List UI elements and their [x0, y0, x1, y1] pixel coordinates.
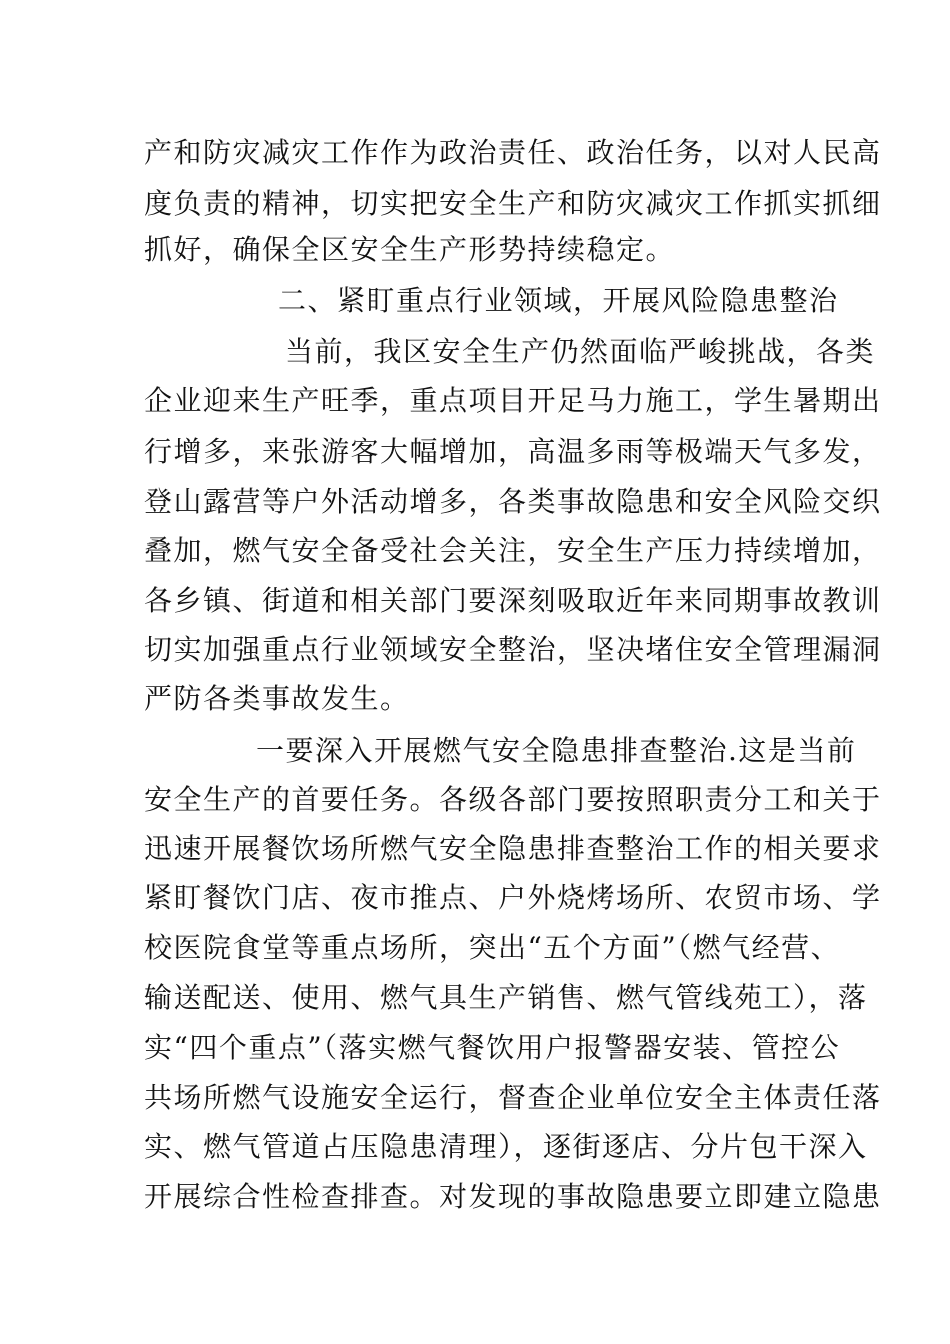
- paragraph-line: 共场所燃气设施安全运行，督查企业单位安全主体责任落: [144, 1081, 882, 1114]
- paragraph-line: 登山露营等户外活动增多，各类事故隐患和安全风险交织: [144, 485, 882, 518]
- paragraph-line: 安全生产的首要任务。各级各部门要按照职责分工和关于: [144, 783, 882, 816]
- section-heading: 二、紧盯重点行业领域，开展风险隐患整治: [278, 284, 839, 317]
- paragraph-line: 实“四个重点”（落实燃气餐饮用户报警器安装、管控公: [144, 1031, 841, 1064]
- paragraph-line: 行增多，来张游客大幅增加，高温多雨等极端天气多发，: [144, 435, 882, 468]
- paragraph-line: 严防各类事故发生。: [144, 682, 410, 715]
- paragraph-line: 叠加，燃气安全备受社会关注，安全生产压力持续增加，: [144, 534, 882, 567]
- paragraph-line: 迅速开展餐饮场所燃气安全隐患排查整治工作的相关要求: [144, 832, 882, 865]
- paragraph-line: 开展综合性检查排查。对发现的事故隐患要立即建立隐患: [144, 1180, 882, 1213]
- paragraph-line: 企业迎来生产旺季，重点项目开足马力施工，学生暑期出: [144, 384, 882, 417]
- paragraph-line: 输送配送、使用、燃气具生产销售、燃气管线苑工），落: [144, 981, 868, 1014]
- paragraph-line: 切实加强重点行业领域安全整治，坚决堵住安全管理漏洞: [144, 633, 882, 666]
- paragraph-line: 当前，我区安全生产仍然面临严峻挑战，各类: [285, 335, 876, 368]
- paragraph-line: 产和防灾减灾工作作为政治责任、政治任务，以对人民高: [144, 136, 882, 169]
- paragraph-line: 度负责的精神，切实把安全生产和防灾减灾工作抓实抓细: [144, 187, 882, 220]
- paragraph-line: 紧盯餐饮门店、夜市推点、户外烧烤场所、农贸市场、学: [144, 881, 882, 914]
- paragraph-line: 抓好，确保全区安全生产形势持续稳定。: [144, 233, 676, 266]
- paragraph-line: 校医院食堂等重点场所，突出“五个方面”（燃气经营、: [144, 931, 841, 964]
- paragraph-line: 一要深入开展燃气安全隐患排查整治.这是当前: [256, 734, 857, 767]
- paragraph-line: 实、燃气管道占压隐患清理），逐街逐店、分片包干深入: [144, 1130, 868, 1163]
- paragraph-line: 各乡镇、街道和相关部门要深刻吸取近年来同期事故教训: [144, 584, 882, 617]
